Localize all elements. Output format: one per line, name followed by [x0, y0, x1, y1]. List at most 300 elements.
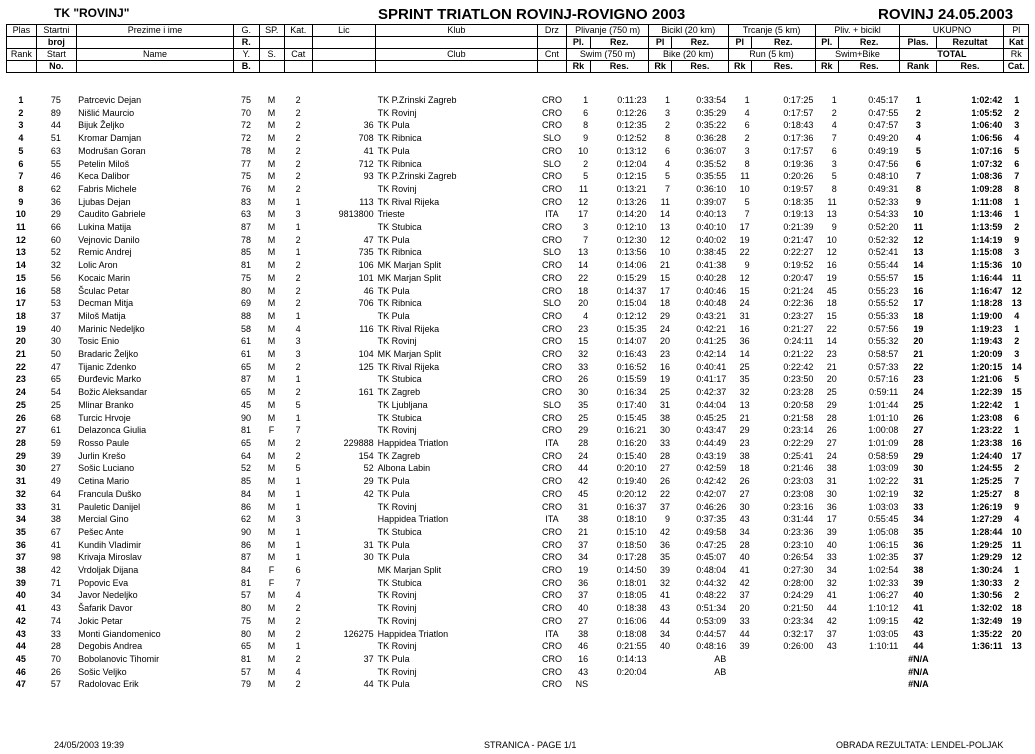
table-cell: CRO: [541, 539, 562, 550]
table-cell: 1: [583, 95, 589, 105]
table-cell: 24: [913, 387, 924, 398]
table-cell: 0:15:59: [616, 374, 647, 385]
table-cell: Lukina Matija: [78, 222, 132, 233]
table-cell: Happidea Triatlon: [377, 628, 449, 639]
table-cell: 0:11:23: [617, 95, 647, 105]
table-row: [6, 501, 1029, 514]
table-cell: 9: [1014, 501, 1020, 512]
table-cell: 1:06:27: [868, 590, 899, 601]
table-cell: 0:23:28: [783, 387, 814, 398]
table-cell: 12: [1011, 285, 1022, 296]
table-cell: Sošic Luciano: [78, 463, 135, 474]
table-cell: TK Pula: [377, 653, 410, 664]
table-cell: 1:16:47: [971, 285, 1003, 296]
table-cell: 1:19:23: [971, 323, 1003, 334]
table-cell: 42: [659, 526, 670, 537]
table-cell: 0:18:10: [616, 514, 647, 525]
table-cell: TK Rovinj: [377, 336, 417, 347]
table-cell: TK Pula: [377, 310, 410, 321]
hdr-cell: Rez.: [838, 37, 900, 49]
table-cell: [312, 412, 376, 425]
table-cell: [312, 577, 376, 590]
table-cell: Caudito Gabriele: [78, 209, 146, 220]
table-cell: TK Rovinj: [377, 425, 417, 436]
table-cell: TK Rovinj: [377, 615, 417, 626]
table-cell: 6: [831, 145, 837, 156]
table-cell: 0:41:25: [696, 336, 727, 347]
table-row: [6, 259, 1029, 272]
table-cell: CRO: [541, 272, 562, 283]
table-cell: CRO: [541, 336, 562, 347]
table-cell: 7: [1014, 171, 1020, 182]
table-cell: TK Rovinj: [377, 107, 417, 118]
table-cell: Modrušan Goran: [78, 145, 146, 156]
table-cell: 12: [739, 272, 750, 283]
hdr-cell: [285, 61, 313, 73]
table-cell: M: [267, 171, 276, 182]
table-cell: CRO: [541, 565, 562, 576]
table-cell: 0:32:17: [783, 628, 814, 639]
table-cell: 0:48:04: [696, 565, 727, 576]
table-cell: Degobis Andrea: [78, 641, 143, 652]
table-cell: 6: [664, 145, 670, 156]
hdr-cell: Rk: [567, 61, 590, 73]
table-cell: TK Rovinj: [377, 603, 417, 614]
table-cell: 9: [583, 133, 589, 144]
table-cell: Marinic Nedeljko: [78, 323, 145, 334]
table-cell: 10: [659, 247, 670, 258]
table-cell: M: [267, 387, 276, 398]
table-cell: CRO: [541, 488, 562, 499]
table-cell: 44: [826, 603, 837, 614]
table-cell: 0:14:37: [616, 285, 647, 296]
table-cell: [312, 666, 376, 679]
table-cell: 5: [1014, 145, 1020, 156]
table-cell: 38: [15, 565, 26, 576]
table-cell: 1:01:10: [868, 412, 899, 423]
table-cell: AB: [714, 653, 727, 664]
table-cell: M: [267, 234, 276, 245]
table-cell: TK Rovinj: [377, 501, 417, 512]
table-cell: 6: [295, 565, 301, 576]
table-cell: 0:26:00: [783, 641, 814, 652]
table-cell: #N/A: [908, 653, 929, 664]
table-cell: 28: [15, 437, 26, 448]
table-cell: 2: [1014, 107, 1020, 118]
table-cell: ITA: [545, 628, 559, 639]
print-timestamp: 24/05/2003 19:39: [54, 740, 125, 750]
table-cell: CRO: [541, 577, 562, 588]
table-row: [6, 564, 1029, 577]
table-cell: [312, 183, 376, 196]
table-cell: M: [267, 183, 276, 194]
table-cell: TK Ljubljana: [377, 399, 428, 410]
table-cell: 13: [659, 222, 670, 233]
table-cell: M: [267, 374, 276, 385]
table-cell: Vrdoljak Dijana: [78, 565, 139, 576]
table-cell: [815, 678, 838, 691]
table-cell: 24: [739, 298, 750, 309]
table-cell: 11: [578, 183, 589, 194]
table-cell: CRO: [541, 374, 562, 385]
table-cell: 37: [913, 552, 924, 563]
table-cell: 30: [50, 336, 61, 347]
table-cell: 16: [1011, 437, 1022, 448]
table-cell: [312, 373, 376, 386]
table-cell: 41: [15, 603, 26, 614]
table-cell: [312, 424, 376, 437]
table-cell: 0:21:50: [783, 603, 814, 614]
table-cell: 68: [50, 412, 61, 423]
table-row: [6, 107, 1029, 120]
table-cell: 14: [659, 209, 670, 220]
table-cell: 1:09:28: [971, 183, 1003, 194]
table-cell: 75: [50, 95, 61, 105]
table-cell: M: [267, 501, 276, 512]
table-cell: 35: [578, 399, 589, 410]
table-cell: TK Pula: [377, 234, 410, 245]
table-cell: 0:20:58: [783, 399, 814, 410]
table-cell: 0:57:56: [868, 323, 899, 334]
hdr-cell: B.: [234, 61, 259, 73]
table-cell: 2: [295, 450, 301, 461]
table-cell: 90: [241, 412, 252, 423]
table-cell: 10: [826, 234, 837, 245]
table-cell: 2: [295, 298, 301, 309]
table-cell: [839, 653, 901, 666]
table-cell: M: [267, 120, 276, 131]
table-cell: 5: [295, 463, 301, 474]
table-cell: 12: [578, 196, 589, 207]
table-cell: 14: [826, 336, 837, 347]
table-cell: 1: [295, 196, 301, 207]
table-cell: SLO: [542, 298, 561, 309]
table-cell: 10: [739, 183, 750, 194]
page-number: STRANICA - PAGE 1/1: [484, 740, 577, 750]
hdr-cell: [312, 49, 376, 61]
table-cell: 126275: [343, 628, 374, 639]
table-row: [6, 119, 1029, 132]
table-cell: 2: [295, 120, 301, 131]
table-cell: 17: [739, 222, 750, 233]
hdr-cell: R.: [234, 37, 259, 49]
table-cell: 42: [15, 615, 26, 626]
table-cell: 31: [913, 476, 924, 487]
hdr-cell: Kat.: [285, 25, 313, 37]
table-cell: 0:48:22: [696, 590, 727, 601]
table-cell: 37: [50, 310, 61, 321]
table-cell: 5: [915, 145, 921, 156]
table-row: [6, 183, 1029, 196]
table-cell: 21: [826, 361, 837, 372]
table-cell: [936, 653, 1004, 666]
table-cell: 16: [826, 260, 837, 271]
table-cell: 1: [744, 95, 750, 105]
table-cell: 1:02:42: [971, 95, 1003, 105]
table-cell: 2: [295, 272, 301, 283]
table-cell: [649, 653, 672, 666]
table-cell: 34: [826, 565, 837, 576]
table-row: [6, 526, 1029, 539]
table-cell: 1:06:56: [971, 133, 1003, 144]
table-cell: Keca Dalibor: [78, 171, 130, 182]
table-cell: M: [267, 603, 276, 614]
hdr-cell: [259, 61, 284, 73]
table-cell: 3: [295, 514, 301, 525]
table-cell: Božic Aleksandar: [78, 387, 148, 398]
table-cell: 23: [578, 323, 589, 334]
table-cell: 0:12:10: [616, 222, 647, 233]
table-cell: TK Pula: [377, 539, 410, 550]
table-cell: 0:22:36: [783, 298, 814, 309]
table-cell: 1:19:00: [971, 310, 1003, 321]
table-cell: 29: [826, 399, 837, 410]
table-cell: 42: [826, 615, 837, 626]
table-cell: Delazonca Giulia: [78, 425, 147, 436]
table-cell: 0:18:01: [616, 577, 647, 588]
table-cell: 0:48:10: [868, 171, 899, 182]
table-cell: 18: [659, 298, 670, 309]
hdr-cell: [77, 37, 234, 49]
table-cell: CRO: [541, 615, 562, 626]
table-cell: 18: [913, 310, 924, 321]
table-cell: M: [267, 222, 276, 233]
hdr-cell: Run (5 km): [728, 49, 815, 61]
table-cell: 32: [739, 387, 750, 398]
table-cell: 0:23:36: [783, 526, 814, 537]
table-cell: 0:31:44: [783, 514, 814, 525]
table-cell: 1:32:02: [971, 603, 1003, 614]
table-cell: TK Pula: [377, 145, 410, 156]
hdr-cell: [537, 61, 567, 73]
table-cell: 37: [659, 501, 670, 512]
club-name: TK "ROVINJ": [54, 6, 130, 20]
table-cell: 0:13:21: [616, 183, 647, 194]
table-cell: 44: [50, 120, 61, 131]
hdr-cell: Pl: [728, 37, 751, 49]
table-cell: Albona Labin: [377, 463, 431, 474]
table-cell: 1: [295, 526, 301, 537]
table-cell: 0:19:57: [783, 183, 814, 194]
table-cell: 1:23:22: [971, 425, 1003, 436]
table-cell: 17: [15, 298, 26, 309]
table-cell: 3: [915, 120, 921, 131]
table-cell: M: [267, 285, 276, 296]
table-cell: 65: [50, 374, 61, 385]
table-cell: ITA: [545, 437, 559, 448]
table-cell: F: [268, 565, 275, 576]
table-cell: 1:25:25: [971, 476, 1003, 487]
hdr-cell: Pl.: [567, 37, 590, 49]
table-cell: 1:02:33: [868, 577, 899, 588]
table-cell: 0:57:16: [868, 374, 899, 385]
table-cell: 0:21:39: [783, 222, 814, 233]
table-cell: 23: [826, 349, 837, 360]
table-cell: Jokic Petar: [78, 615, 123, 626]
table-cell: 0:14:07: [616, 336, 647, 347]
table-cell: 81: [241, 577, 252, 588]
table-cell: [312, 615, 376, 628]
table-cell: 1:10:12: [868, 603, 899, 614]
table-row: [6, 412, 1029, 425]
table-cell: 6: [744, 120, 750, 131]
table-cell: 0:23:10: [783, 539, 814, 550]
table-cell: 0:35:52: [696, 158, 727, 169]
table-cell: 20: [659, 336, 670, 347]
table-cell: 0:17:57: [783, 145, 814, 156]
table-cell: 3: [1014, 247, 1020, 258]
table-cell: 11: [1011, 272, 1022, 283]
table-cell: 0:39:07: [696, 196, 727, 207]
hdr-cell: Cat.: [1004, 61, 1029, 73]
table-cell: [728, 678, 751, 691]
table-cell: 65: [241, 437, 252, 448]
table-cell: 39: [50, 450, 61, 461]
table-cell: CRO: [541, 463, 562, 474]
table-cell: 36: [578, 577, 589, 588]
table-cell: 41: [913, 603, 924, 614]
table-cell: [312, 513, 376, 526]
table-cell: 11: [16, 222, 26, 233]
table-cell: 25: [659, 387, 670, 398]
table-cell: 81: [241, 425, 252, 436]
table-cell: 2: [295, 171, 301, 182]
table-row: [6, 437, 1029, 450]
table-cell: 0:14:20: [616, 209, 647, 220]
table-cell: 19: [913, 323, 924, 334]
table-cell: 1: [295, 412, 301, 423]
table-cell: 1:18:28: [971, 298, 1003, 309]
table-cell: 83: [241, 196, 252, 207]
table-cell: Kromar Damjan: [78, 133, 142, 144]
table-cell: Rosso Paule: [78, 437, 130, 448]
table-cell: 6: [1014, 412, 1020, 423]
table-cell: 0:52:41: [868, 247, 899, 258]
table-cell: [1004, 666, 1029, 679]
table-cell: 1:28:44: [971, 526, 1003, 537]
table-cell: 12: [913, 234, 924, 245]
table-cell: 0:40:13: [696, 209, 727, 220]
table-row: [6, 170, 1029, 183]
table-cell: M: [267, 526, 276, 537]
table-cell: [649, 666, 672, 679]
table-cell: 1: [295, 247, 301, 258]
hdr-cell: Y.: [234, 49, 259, 61]
hdr-cell: [7, 37, 37, 49]
table-cell: 18: [1011, 603, 1022, 614]
table-cell: 89: [50, 107, 61, 118]
table-cell: 0:22:29: [783, 437, 814, 448]
table-cell: 13: [826, 209, 837, 220]
table-cell: 58: [241, 323, 252, 334]
table-cell: 10: [578, 145, 589, 156]
hdr-cell: Swim (750 m): [567, 49, 649, 61]
table-cell: 0:43:19: [696, 450, 727, 461]
table-cell: 2: [295, 260, 301, 271]
table-cell: Pešec Ante: [78, 526, 124, 537]
header-row-3: [7, 49, 1029, 61]
table-cell: 36: [50, 196, 61, 207]
table-cell: TK P.Zrinski Zagreb: [377, 95, 457, 105]
table-cell: 8: [1014, 183, 1020, 194]
table-cell: 59: [50, 437, 61, 448]
table-cell: 0:55:32: [868, 336, 899, 347]
table-cell: 12: [15, 234, 26, 245]
table-cell: 52: [363, 463, 374, 474]
table-cell: 35: [739, 374, 750, 385]
table-row: [6, 310, 1029, 323]
table-cell: 20: [15, 336, 26, 347]
table-cell: 2: [295, 603, 301, 614]
table-cell: 60: [50, 234, 61, 245]
table-cell: 0:16:06: [616, 615, 647, 626]
table-cell: 0:44:04: [696, 399, 727, 410]
table-cell: 50: [50, 349, 61, 360]
table-cell: 6: [583, 107, 589, 118]
table-cell: 154: [358, 450, 374, 461]
table-cell: 0:35:55: [696, 171, 727, 182]
table-cell: 25: [739, 361, 750, 372]
table-cell: Lolic Aron: [78, 260, 118, 271]
table-cell: 5: [664, 171, 670, 182]
table-cell: [839, 666, 901, 679]
table-cell: 0:55:45: [868, 514, 899, 525]
table-cell: 0:15:35: [616, 323, 647, 334]
table-cell: 31: [363, 539, 374, 550]
table-cell: 1:15:36: [971, 260, 1003, 271]
table-cell: 0:40:41: [696, 361, 727, 372]
table-row: [6, 488, 1029, 501]
table-cell: 2: [295, 158, 301, 169]
table-cell: 3: [295, 336, 301, 347]
table-cell: 36: [913, 539, 924, 550]
table-cell: 31: [739, 310, 750, 321]
table-cell: 5: [1014, 374, 1020, 385]
table-cell: 20: [826, 374, 837, 385]
table-cell: 0:15:10: [616, 526, 647, 537]
table-cell: 19: [826, 272, 837, 283]
hdr-cell: Res.: [936, 61, 1004, 73]
table-cell: 18: [578, 285, 589, 296]
table-cell: 11: [740, 171, 750, 182]
table-cell: CRO: [541, 501, 562, 512]
table-cell: 36: [363, 120, 374, 131]
table-cell: 0:38:45: [696, 247, 727, 258]
table-cell: 2: [915, 107, 921, 118]
table-cell: 4: [295, 323, 301, 334]
table-cell: 32: [578, 349, 589, 360]
table-cell: CRO: [541, 603, 562, 614]
table-cell: 44: [913, 641, 924, 652]
table-cell: 10: [913, 209, 924, 220]
table-cell: M: [267, 399, 276, 410]
table-cell: 38: [739, 450, 750, 461]
table-cell: 0:12:26: [616, 107, 647, 118]
table-cell: 1:23:38: [971, 437, 1003, 448]
table-cell: 18: [739, 463, 750, 474]
table-cell: CRO: [541, 641, 562, 652]
table-cell: 46: [578, 641, 589, 652]
table-cell: 2: [1014, 577, 1020, 588]
table-cell: 0:15:40: [616, 450, 647, 461]
table-cell: M: [267, 437, 276, 448]
table-row: [6, 577, 1029, 590]
table-cell: 1:00:08: [868, 425, 899, 436]
table-cell: Mlinar Branko: [78, 399, 134, 410]
hdr-cell: No.: [36, 61, 76, 73]
hdr-cell: [376, 61, 537, 73]
table-cell: 1:19:43: [971, 336, 1003, 347]
